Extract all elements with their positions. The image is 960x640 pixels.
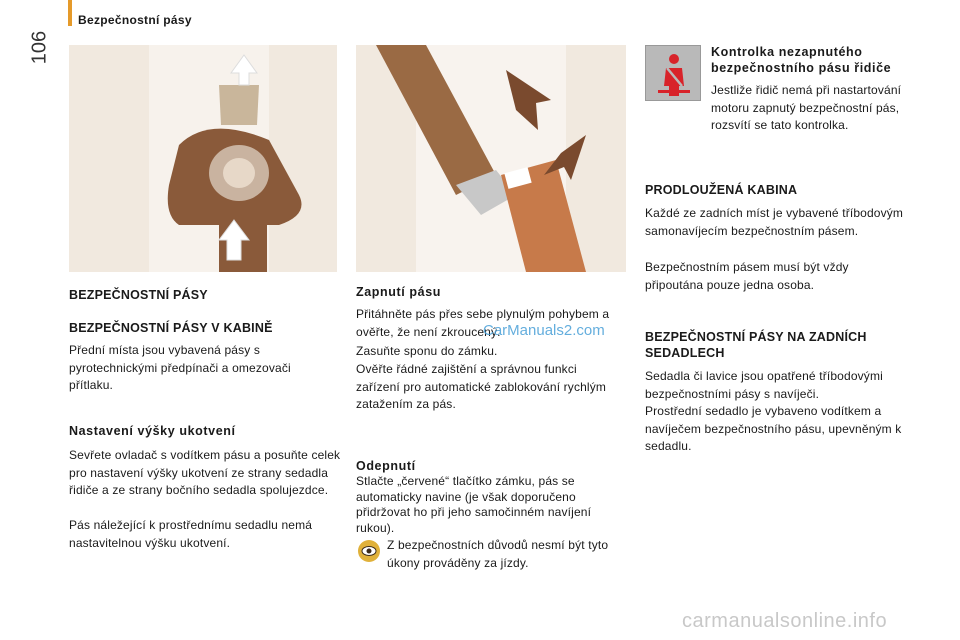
heading-cabin-seatbelts: BEZPEČNOSTNÍ PÁSY V KABINĚ [69,321,273,335]
height-adjuster-drawing [69,45,337,272]
section-title: Bezpečnostní pásy [78,13,192,27]
header-accent-bar [68,0,72,26]
seatbelt-warning-icon [645,45,701,101]
extended-cabin-text-1: Každé ze zadních míst je vybavené tříbodovým samonavíjecím bezpečnostním pásem. [645,206,904,238]
buckle-illustration [356,45,626,272]
height-adjustment-text-2: Pás náležející k prostřednímu sedadlu nemá nastavitelnou výšku ukotvení. [69,518,313,550]
eye-glyph [358,540,380,562]
eye-warning-icon [358,540,380,562]
watermark-overlay: CarManuals2.com [483,322,605,339]
fastening-text-3: Ověřte řádné zajištění a správnou funkci zařízení pro automatické zablokování rychlým zatažením za pás. [356,362,607,411]
seatbelt-indicator-text: Jestliže řidič nemá při nastartování motoru zapnutý bezpečnostní pás, rozsvítí se tato kontrolka. [711,83,902,132]
height-adjuster-illustration [69,45,337,272]
heading-fastening: Zapnutí pásu [356,285,441,299]
seatbelt-person-icon [646,46,702,102]
buckle-drawing [356,45,626,272]
height-adjustment-text-1: Sevřete ovladač s vodítkem pásu a posuňte celek pro nastavení výšky ukotvení ze strany sedadla řidiče a ze strany bočního sedadla spolujezdce. [69,448,341,497]
rear-seatbelts-text-1: Sedadla či lavice jsou opatřené tříbodovými bezpečnostními pásy s navíječi. [645,369,883,401]
unfastening-text: Stlačte „červené“ tlačítko zámku, pás se automaticky navine (je však doporučeno přidržovat ho při jeho samočinném navíjení rukou). [356,474,592,535]
heading-extended-cabin: PRODLOUŽENÁ KABINA [645,183,798,197]
safety-warning-text: Z bezpečnostních důvodů nesmí být tyto úkony prováděny za jízdy. [387,538,609,570]
fastening-text-2: Zasuňte sponu do zámku. [356,344,498,358]
fastening-text-1: Přitáhněte pás přes sebe plynulým pohybem a ověřte, že není zkroucený. [356,307,610,339]
extended-cabin-text-2: Bezpečnostním pásem musí být vždy připoutána pouze jedna osoba. [645,260,849,292]
watermark-footer: carmanualsonline.info [682,610,888,632]
heading-unfastening: Odepnutí [356,459,416,473]
heading-rear-seatbelts: BEZPEČNOSTNÍ PÁSY NA ZADNÍCH SEDADLECH [645,330,867,360]
heading-seatbelt-indicator: Kontrolka nezapnutého bezpečnostního pásu řidiče [711,45,892,75]
cabin-seatbelts-text: Přední místa jsou vybavená pásy s pyrotechnickými předpínači a omezovači přítlaku. [69,343,291,392]
rear-seatbelts-text-2: Prostřední sedadlo je vybaveno vodítkem a navíječem bezpečnostního pásu, upevněným k sedadlu. [645,404,902,453]
heading-seatbelts: BEZPEČNOSTNÍ PÁSY [69,288,208,302]
heading-height-adjustment: Nastavení výšky ukotvení [69,424,236,438]
page-number: 106 [28,30,51,65]
